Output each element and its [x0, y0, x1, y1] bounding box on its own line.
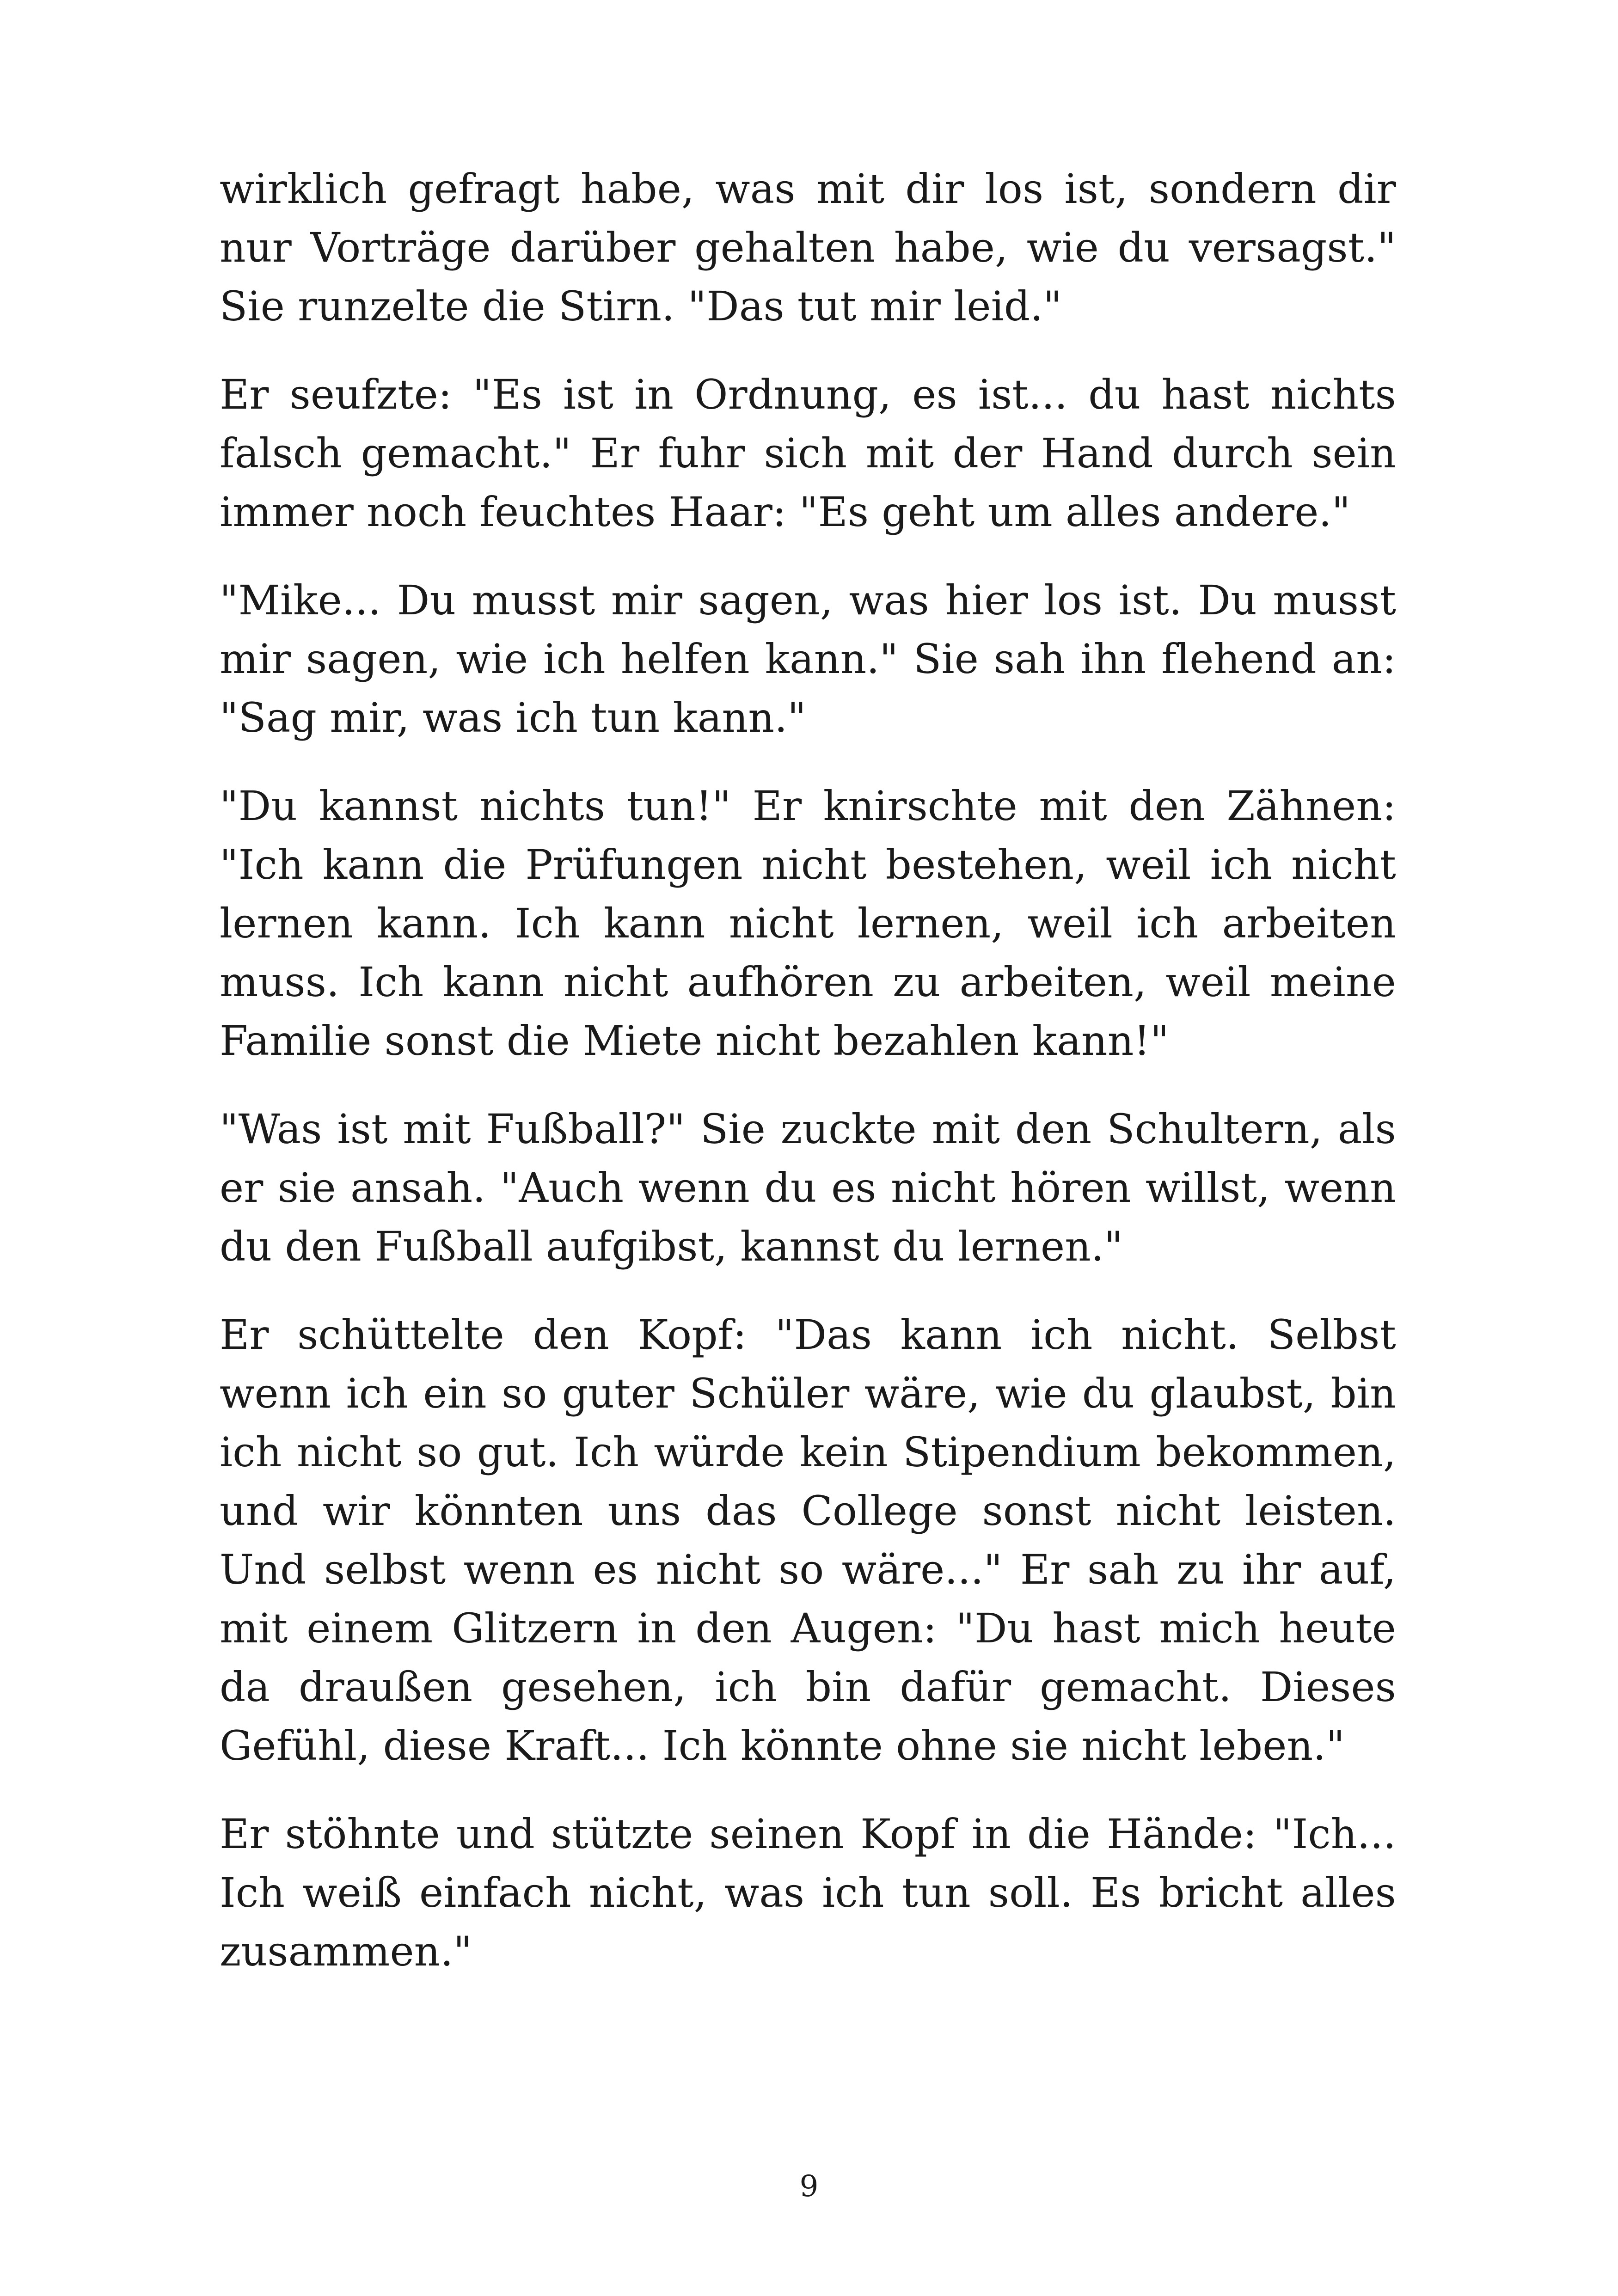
paragraph-6: Er schüttelte den Kopf: "Das kann ich nicht. Selbst wenn ich ein so guter Schüler wäre, wie du glaubst, bin ich nicht so gut. Ich würde kein Stipendium bekommen, und wir könnten uns das College sonst nicht leisten. Und selbst wenn es nicht so wäre..." Er sah zu ihr auf, mit einem Glitzern in den Augen: "Du hast mich heute da draußen gesehen, ich bin dafür gemacht. Dieses Gefühl, diese Kraft... Ich könnte ohne sie nicht leben." [220, 1311, 1396, 1769]
paragraph-7: Er stöhnte und stützte seinen Kopf in die Hände: "Ich... Ich weiß einfach nicht, was ich tun soll. Es bricht alles zusammen." [220, 1810, 1396, 1975]
paragraph-2: Er seufzte: "Es ist in Ordnung, es ist... du hast nichts falsch gemacht." Er fuhr sich mit der Hand durch sein immer noch feuchtes Haar: "Es geht um alles andere." [220, 371, 1396, 536]
body-text [220, 159, 1396, 2010]
page-number: 9 [799, 2169, 819, 2204]
paragraph-4: "Du kannst nichts tun!" Er knirschte mit den Zähnen: "Ich kann die Prüfungen nicht bestehen, weil ich nicht lernen kann. Ich kann nicht lernen, weil ich arbeiten muss. Ich kann nicht aufhören zu arbeiten, weil meine Familie sonst die Miete nicht bezahlen kann!" [220, 782, 1396, 1065]
paragraph-5: "Was ist mit Fußball?" Sie zuckte mit den Schultern, als er sie ansah. "Auch wenn du es nicht hören willst, wenn du den Fußball aufgibst, kannst du lernen." [220, 1105, 1396, 1270]
paragraph-1: wirklich gefragt habe, was mit dir los ist, sondern dir nur Vorträge darüber gehalten habe, wie du versagst." Sie runzelte die Stirn. "Das tut mir leid." [220, 165, 1396, 330]
paragraph-3: "Mike... Du musst mir sagen, was hier los ist. Du musst mir sagen, wie ich helfen kann." Sie sah ihn flehend an: "Sag mir, was ich tun kann." [220, 576, 1396, 741]
